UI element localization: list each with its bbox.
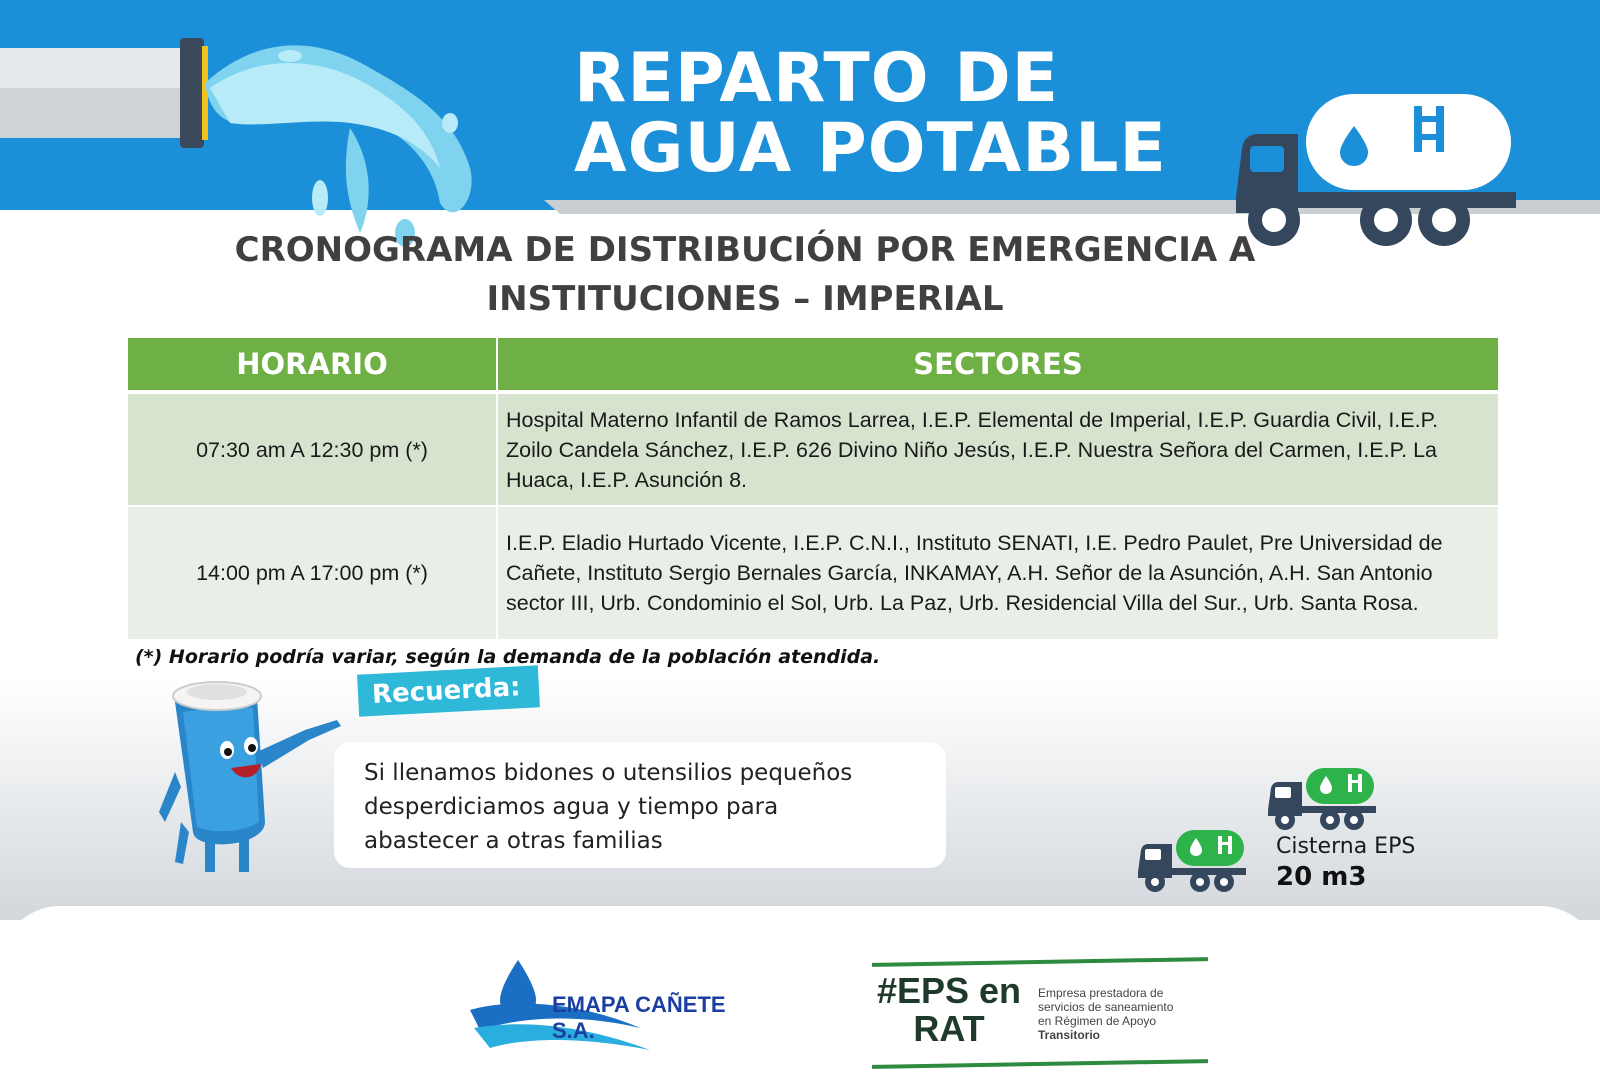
table-header-row (128, 338, 1499, 392)
footnote: (*) Horario podría variar, según la demanda de la población atendida. (135, 646, 881, 668)
emapa-logo (470, 958, 770, 1058)
horario-cell: 07:30 am A 12:30 pm (*) (128, 392, 497, 506)
recuerda-tag: Recuerda: (357, 665, 540, 716)
subtitle-line-2: INSTITUCIONES – IMPERIAL (486, 279, 1004, 319)
cisterna-label: Cisterna EPS (1276, 834, 1416, 859)
reminder-line-2: desperdiciamos agua y tiempo para (364, 794, 779, 820)
sectores-cell: Hospital Materno Infantil de Ramos Larrea, I.E.P. Elemental de Imperial, I.E.P. Guardia Civil, I.E.P. Zoilo Candela Sánchez, I.E.P. 626 Divino Niño Jesús, I.E.P. Nuestra Señora del Carmen, I.E.P. La Huaca, I.E.P. Asunción 8. (497, 392, 1499, 506)
eps-desc-4: Transitorio (1038, 1028, 1101, 1042)
schedule-table (128, 338, 1500, 641)
eps-desc-3: en Régimen de Apoyo (1038, 1014, 1157, 1028)
eps-desc-1: Empresa prestadora de (1038, 986, 1164, 1000)
footer (0, 906, 1600, 1073)
table-row (128, 392, 1499, 506)
horario-cell: 14:00 pm A 17:00 pm (*) (128, 506, 497, 640)
pipe-icon (0, 38, 215, 148)
reminder-line-3: abastecer a otras familias (364, 828, 663, 854)
water-jug-mascot-icon (145, 672, 355, 882)
water-splash-icon (200, 28, 500, 258)
eps-logo-main: #EPS en RAT (876, 970, 1022, 1049)
title-line-1: REPARTO DE (574, 39, 1060, 118)
eps-bottom-rule (872, 1059, 1208, 1069)
reminder-bubble (334, 742, 946, 868)
table-row (128, 506, 1499, 640)
small-truck-icon (1268, 766, 1378, 832)
cisterna-capacity: 20 m3 (1276, 862, 1367, 892)
page-subtitle (150, 226, 1340, 324)
eps-rat-logo (872, 960, 1212, 1070)
small-truck-icon (1138, 828, 1248, 894)
title-line-2: AGUA POTABLE (574, 109, 1167, 188)
emapa-logo-text: EMAPA CAÑETE S.A. (552, 992, 726, 1043)
subtitle-line-1: CRONOGRAMA DE DISTRIBUCIÓN POR EMERGENCIA A (234, 230, 1256, 270)
main-title (574, 39, 1167, 188)
eps-desc-2: servicios de saneamiento (1038, 1000, 1174, 1014)
column-header-sectores: SECTORES (497, 338, 1499, 392)
sectores-cell: I.E.P. Eladio Hurtado Vicente, I.E.P. C.N.I., Instituto SENATI, I.E. Pedro Paulet, Pre Universidad de Cañete, Instituto Sergio Bernales García, INKAMAY, A.H. Señor de la Asunción, A.H. San Antonio sector III, Urb. Condominio el Sol, Urb. La Paz, Urb. Residencial Villa del Sur., Urb. Santa Rosa. (497, 506, 1499, 640)
column-header-horario: HORARIO (128, 338, 497, 392)
eps-description (1038, 986, 1173, 1042)
reminder-line-1: Si llenamos bidones o utensilios pequeños (364, 760, 853, 786)
